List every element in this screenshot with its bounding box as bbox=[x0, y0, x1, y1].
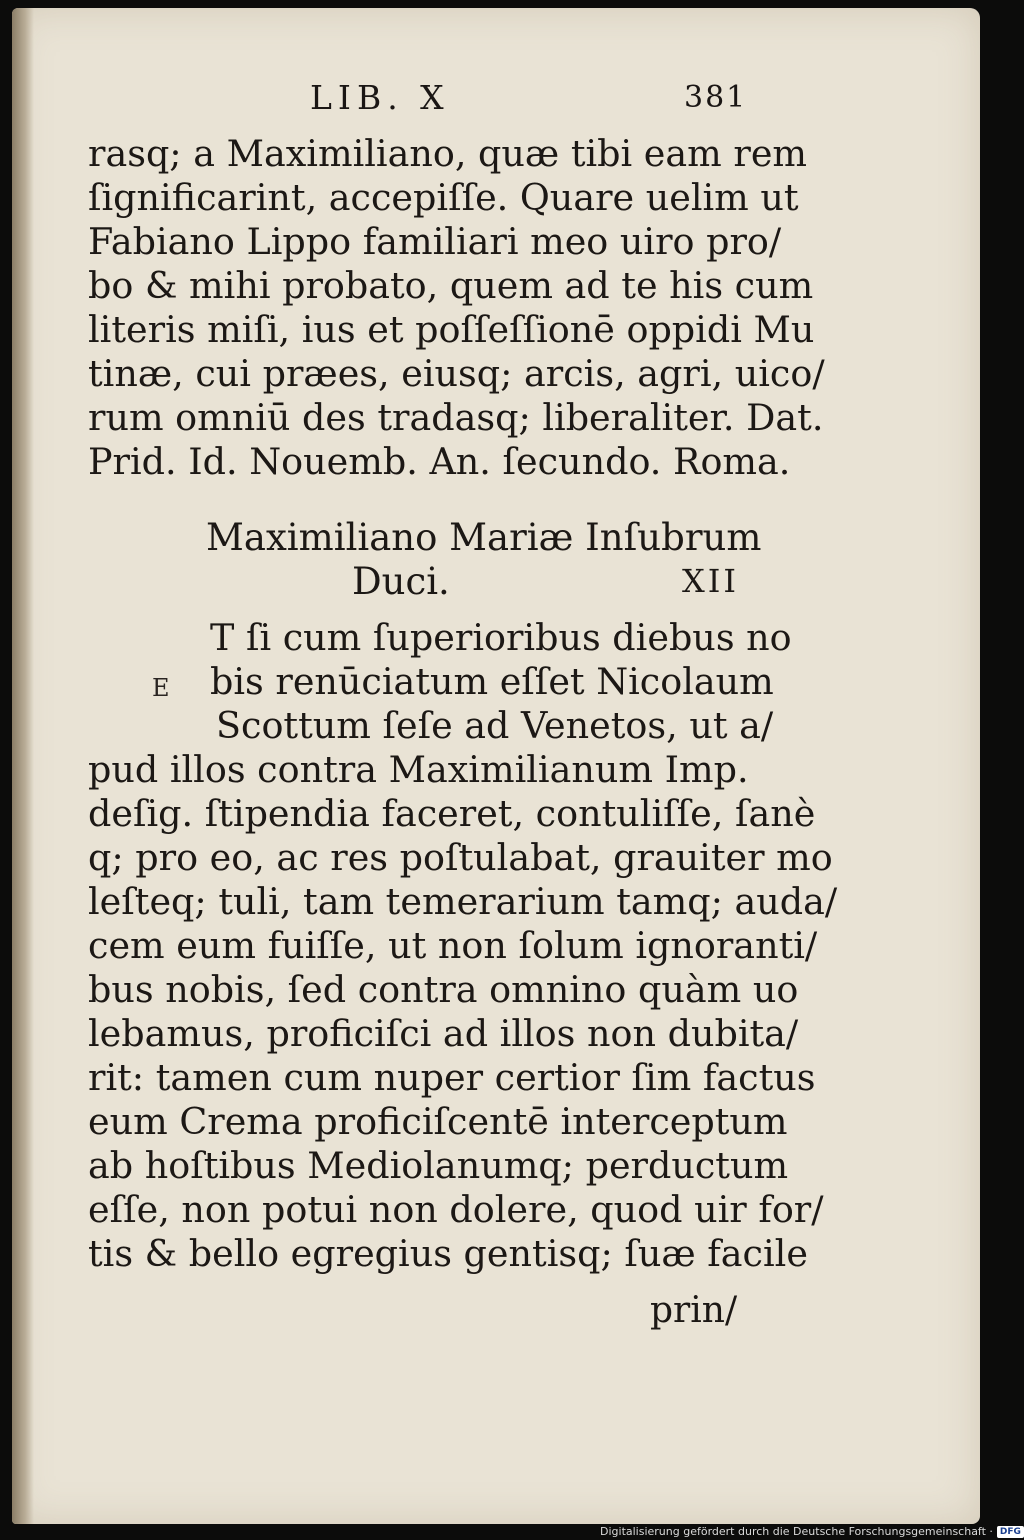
running-head: LIB. X bbox=[310, 78, 450, 117]
text-line: eſſe, non potui non dolere, quod uir for/ bbox=[88, 1188, 824, 1231]
letter-heading-line2: Duci. bbox=[352, 560, 450, 603]
text-line: bus nobis, ſed contra omnino quàm uo bbox=[88, 968, 799, 1011]
letter-number: XII bbox=[682, 562, 740, 600]
text-line: eum Crema proficiſcentē interceptum bbox=[88, 1100, 788, 1143]
page-number: 381 bbox=[684, 80, 748, 115]
digitization-credit bbox=[600, 1524, 1021, 1540]
text-line: rum omniū des tradasq; liberaliter. Dat. bbox=[88, 396, 824, 439]
text-line: bis renūciatum eſſet Nicolaum bbox=[210, 660, 774, 703]
text-line: T ſi cum ſuperioribus diebus no bbox=[210, 616, 792, 659]
text-line: bo & mihi probato, quem ad te his cum bbox=[88, 264, 814, 307]
text-line: literis miſi, ius et poſſeſſionē oppidi Mu bbox=[88, 308, 815, 351]
dfg-logo-icon: DFG bbox=[997, 1526, 1024, 1538]
text-line: q; pro eo, ac res poſtulabat, grauiter mo bbox=[88, 836, 833, 879]
text-line: cem eum fuiſſe, ut non ſolum ignoranti/ bbox=[88, 924, 818, 967]
text-line: Scottum ſeſe ad Venetos, ut a/ bbox=[216, 704, 774, 747]
text-line: ſignificarint, accepiſſe. Quare uelim ut bbox=[88, 176, 799, 219]
text-line: tis & bello egregius gentisq; ſuæ facile bbox=[88, 1232, 808, 1275]
text-line: Fabiano Lippo familiari meo uiro pro/ bbox=[88, 220, 782, 263]
text-line: deſig. ſtipendia faceret, contuliſſe, ſanè bbox=[88, 792, 816, 835]
page-header bbox=[12, 78, 980, 122]
text-line: lebamus, proficiſci ad illos non dubita/ bbox=[88, 1012, 799, 1055]
text-line: ab hoſtibus Mediolanumq; perductum bbox=[88, 1144, 789, 1187]
book-page bbox=[12, 8, 980, 1524]
text-line: pud illos contra Maximilianum Imp. bbox=[88, 748, 749, 791]
text-line: Prid. Id. Nouemb. An. ſecundo. Roma. bbox=[88, 440, 791, 483]
text-line: leſteq; tuli, tam temerarium tamq; auda/ bbox=[88, 880, 838, 923]
page-spine-shadow bbox=[12, 8, 34, 1524]
initial-guide-letter: E bbox=[152, 674, 170, 702]
letter-heading-line1: Maximiliano Mariæ Inſubrum bbox=[206, 516, 762, 559]
text-line: rasq; a Maximiliano, quæ tibi eam rem bbox=[88, 132, 808, 175]
catchword: prin/ bbox=[650, 1290, 738, 1331]
text-line: tinæ, cui præes, eiusq; arcis, agri, uico/ bbox=[88, 352, 825, 395]
credit-text: Digitalisierung gefördert durch die Deutsche Forschungsgemeinschaft · bbox=[600, 1525, 993, 1538]
text-line: rit: tamen cum nuper certior ſim factus bbox=[88, 1056, 816, 1099]
